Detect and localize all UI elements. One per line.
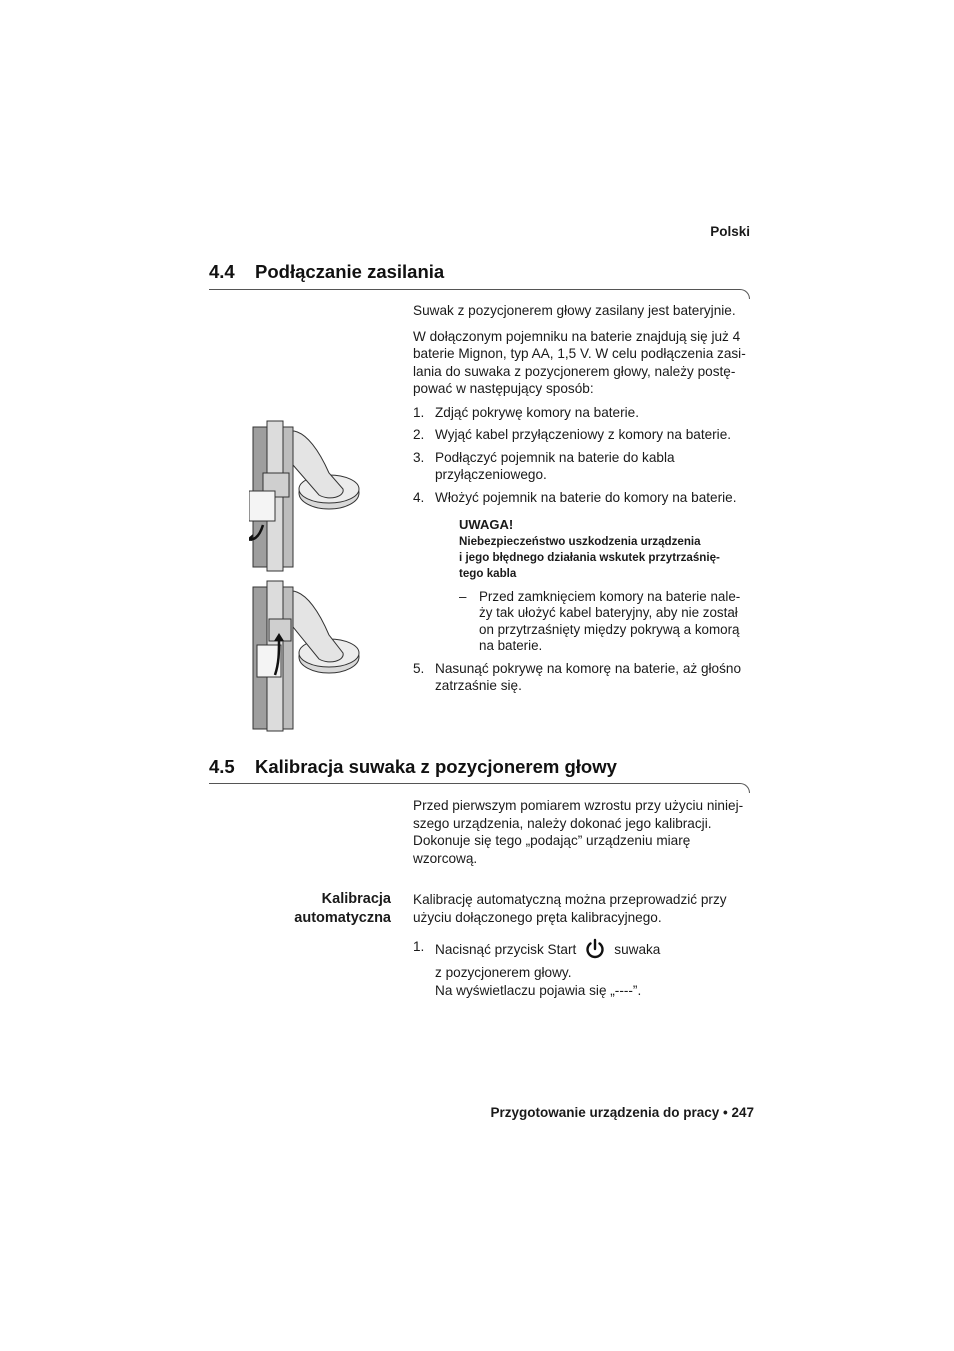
step-item bbox=[413, 489, 755, 507]
step-text: suwaka bbox=[614, 942, 661, 957]
section-heading-4-4 bbox=[209, 261, 444, 283]
warning-subtitle-line: tego kabla bbox=[459, 566, 517, 580]
step-number: 2. bbox=[413, 427, 425, 442]
step-item bbox=[413, 426, 755, 444]
step-continuation bbox=[413, 964, 755, 999]
section-title: Podłączanie zasilania bbox=[255, 261, 445, 282]
section-rule bbox=[209, 289, 750, 299]
power-icon bbox=[584, 938, 606, 960]
section-number: 4.5 bbox=[209, 756, 235, 777]
intro-line: szego urządzenia, należy dokonać jego kalibracji. bbox=[413, 815, 712, 831]
step-item bbox=[413, 660, 755, 695]
step-number: 1. bbox=[413, 404, 425, 420]
auto-line: użyciu dołączonego pręta kalibracyjnego. bbox=[413, 909, 662, 925]
page-footer: Przygotowanie urządzenia do pracy • 247 bbox=[490, 1105, 754, 1120]
step-number: 3. bbox=[413, 449, 425, 465]
auto-calibration-text bbox=[413, 891, 755, 926]
section-rule bbox=[209, 783, 750, 793]
intro-line: Dokonuje się tego „podając” urządzeniu miarę bbox=[413, 833, 691, 848]
paragraph bbox=[413, 328, 755, 398]
paragraph-line: lania do suwaka z pozycjonerem głowy, należy postę- bbox=[413, 363, 736, 379]
side-heading-line: automatyczna bbox=[294, 910, 391, 926]
step-text: Wyjąć kabel przyłączeniowy z komory na baterie. bbox=[435, 427, 732, 442]
warning-bullet bbox=[413, 589, 755, 655]
section-4-4-body bbox=[413, 302, 755, 695]
warning-subtitle-line: i jego błędnego działania wskutek przytrzaśnię- bbox=[459, 550, 720, 564]
section-heading-4-5 bbox=[209, 756, 617, 778]
step-text: Nasunąć pokrywę na komorę na baterie, aż głośno bbox=[435, 660, 742, 676]
step-text: Podłączyć pojemnik na baterie do kabla bbox=[435, 449, 675, 465]
step-text: Zdjąć pokrywę komory na baterie. bbox=[435, 404, 639, 420]
warning-subtitle bbox=[459, 534, 755, 582]
intro-line: wzorcową. bbox=[413, 850, 478, 866]
language-label: Polski bbox=[710, 224, 750, 239]
bullet-line: na baterie. bbox=[479, 638, 543, 653]
side-heading bbox=[294, 890, 391, 928]
paragraph-line: pować w następujący sposób: bbox=[413, 381, 594, 396]
paragraph-line: baterie Mignon, typ AA, 1,5 V. W celu podłączenia zasi- bbox=[413, 346, 746, 361]
calibration-step bbox=[413, 938, 755, 999]
bullet-line: on przytrzaśnięty między pokrywą a komorą bbox=[479, 621, 740, 637]
bullet-line: Przed zamknięciem komory na baterie nale- bbox=[479, 588, 741, 604]
warning-title: UWAGA! bbox=[459, 517, 514, 532]
warning-subtitle-line: Niebezpieczeństwo uszkodzenia urządzenia bbox=[459, 534, 701, 548]
step-item bbox=[413, 404, 755, 422]
intro-line: Przed pierwszym pomiarem wzrostu przy użyciu niniej- bbox=[413, 798, 744, 813]
side-heading-line: Kalibracja bbox=[321, 891, 391, 907]
step-text: Nacisnąć przycisk Start bbox=[435, 942, 577, 957]
step-item bbox=[413, 449, 755, 484]
step-text: Na wyświetlaczu pojawia się „----”. bbox=[435, 982, 642, 998]
step-text: z pozycjonerem głowy. bbox=[435, 965, 572, 980]
section-title: Kalibracja suwaka z pozycjonerem głowy bbox=[255, 756, 617, 777]
paragraph-line: W dołączonym pojemniku na baterie znajdują się już 4 bbox=[413, 328, 741, 344]
section-number: 4.4 bbox=[209, 261, 235, 282]
bullet-line: ży tak ułożyć kabel bateryjny, aby nie został bbox=[479, 605, 738, 620]
step-text: przyłączeniowego. bbox=[435, 467, 547, 482]
step-number: 1. bbox=[413, 939, 425, 954]
step-number: 5. bbox=[413, 660, 425, 676]
battery-compartment-illustration-1 bbox=[249, 413, 361, 573]
battery-compartment-illustration-2 bbox=[249, 575, 361, 735]
warning-box bbox=[413, 516, 755, 655]
dash-marker: – bbox=[459, 588, 467, 604]
step-number: 4. bbox=[413, 489, 425, 505]
auto-line: Kalibrację automatyczną można przeprowadzić przy bbox=[413, 892, 727, 907]
step-text: zatrzaśnie się. bbox=[435, 678, 522, 693]
intro-text: Suwak z pozycjonerem głowy zasilany jest bateryjnie. bbox=[413, 303, 736, 318]
step-text: Włożyć pojemnik na baterie do komory na baterie. bbox=[435, 489, 737, 505]
step-item bbox=[413, 938, 755, 960]
section-4-5-intro bbox=[413, 797, 755, 867]
